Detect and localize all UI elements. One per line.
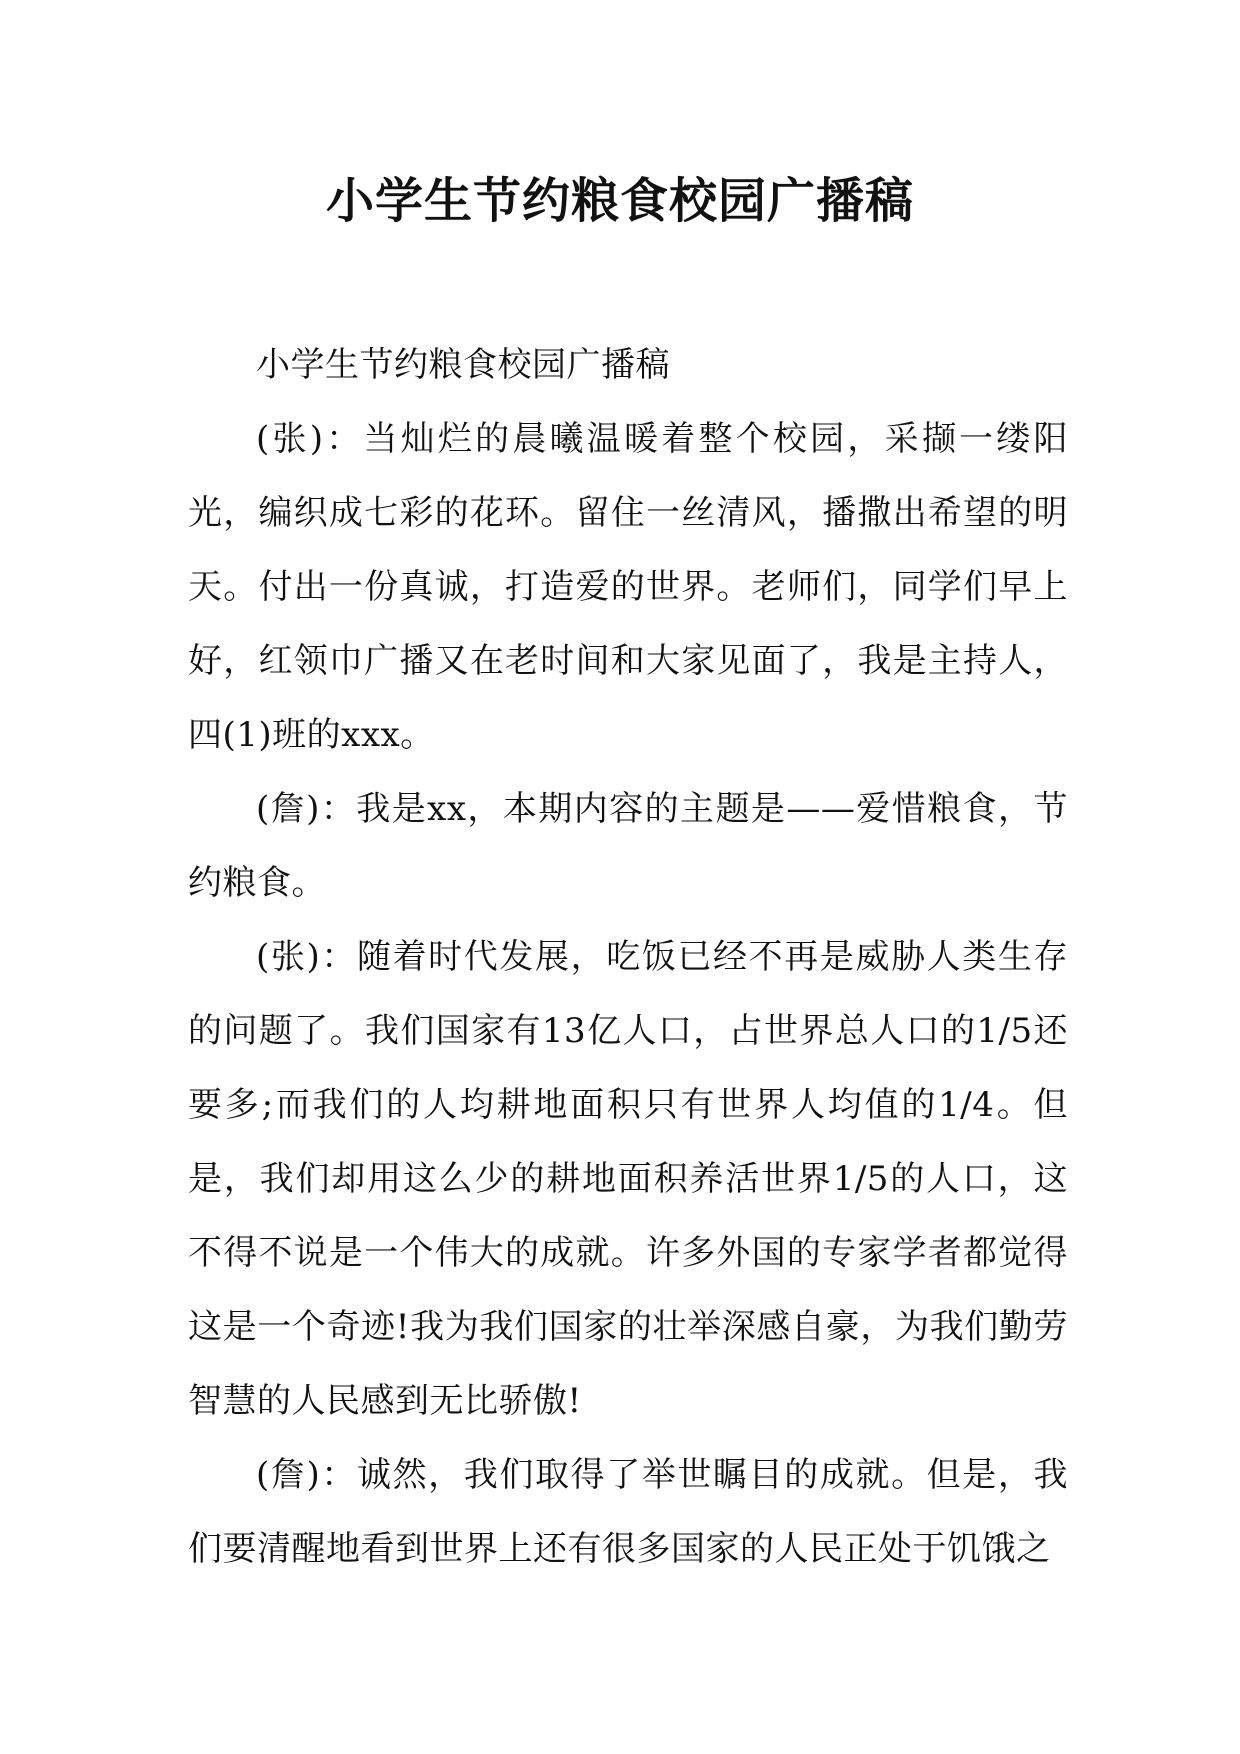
paragraph: (詹)：诚然，我们取得了举世瞩目的成就。但是，我们要清醒地看到世界上还有很多国家的人民正处于饥饿之 <box>188 1455 1068 1569</box>
paragraph-subtitle: 小学生节约粮食校园广播稿 <box>256 345 670 385</box>
paragraph: (詹)：我是xx，本期内容的主题是——爱惜粮食，节约粮食。 <box>188 789 1068 903</box>
paragraph: (张)：随着时代发展，吃饭已经不再是威胁人类生存的问题了。我们国家有13亿人口，占世界总人口的1/5还要多;而我们的人均耕地面积只有世界人均值的1/4。但是，我们却用这么少的耕地面积养活世界1/5的人口，这不得不说是一个伟大的成就。许多外国的专家学者都觉得这是一个奇迹!我为我们国家的壮举深感自豪，为我们勤劳智慧的人民感到无比骄傲! <box>188 937 1068 1421</box>
paragraph: (张)：当灿烂的晨曦温暖着整个校园，采撷一缕阳光，编织成七彩的花环。留住一丝清风，播撒出希望的明天。付出一份真诚，打造爱的世界。老师们，同学们早上好，红领巾广播又在老时间和大家见面了，我是主持人，四(1)班的xxx。 <box>188 419 1068 755</box>
document-body <box>188 328 1068 1586</box>
document-title: 小学生节约粮食校园广播稿 <box>325 173 914 229</box>
